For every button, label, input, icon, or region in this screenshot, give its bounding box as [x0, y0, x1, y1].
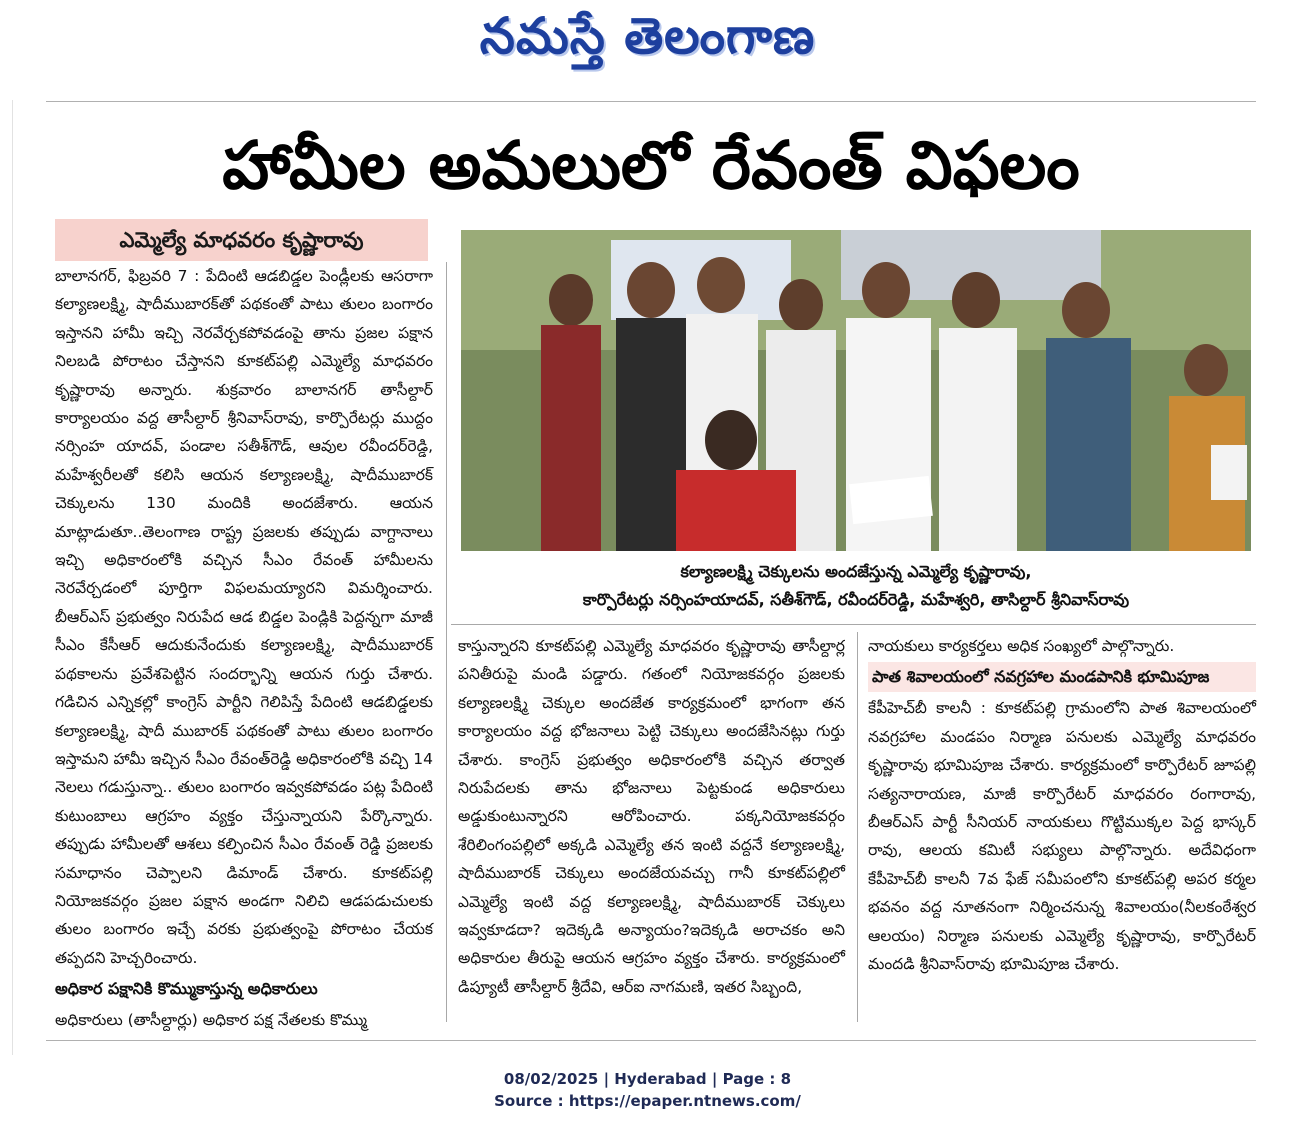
photo-caption	[461, 558, 1251, 618]
article-paragraph-1: బాలానగర్, ఫిబ్రవరి 7 : పేదింటి ఆడబిడ్డల పెండ్లీలకు ఆసరాగా కల్యాణలక్ష్మి, షాదీముబారక్‌తో పథకంతో పాటు తులం బంగారం ఇస్తానని హామీ ఇచ్చి నెరవేర్చకపోవడంపై తాను ప్రజల పక్షాన నిలబడి పోరాటం చేస్తానని కూకట్‌పల్లి ఎమ్మెల్యే మాధవరం కృష్ణారావు అన్నారు. శుక్రవారం బాలానగర్ తాసీల్దార్ కార్యాలయం వద్ద తాసీల్దార్ శ్రీనివాస్‌రావు, కార్పొరేటర్లు ముద్దం నర్సింహ యాదవ్, పండాల సతీశ్‌గౌడ్, ఆవుల రవీందర్‌రెడ్డి, మహేశ్వరీలతో కలిసి ఆయన కల్యాణలక్ష్మి, షాదీముబారక్ చెక్కులను 130 మందికి అందజేశారు. ఆయన మాట్లాడుతూ..తెలంగాణ రాష్ట్ర ప్రజలకు తప్పుడు వాగ్దానాలు ఇచ్చి అధికారంలోకి వచ్చిన సీఎం రేవంత్ హామీలను నెరవేర్చడంలో పూర్తిగా విఫలమయ్యారని విమర్శించారు. బీఆర్‌ఎస్ ప్రభుత్వం నిరుపేద ఆడ బిడ్డల పెండ్లికి పెద్దన్నగా మాజీ సీఎం కేసీఆర్ ఆదుకునేందుకు కల్యాణలక్ష్మి, షాదీముబారక్ పథకాలను ప్రవేశపెట్టిన సందర్భాన్ని ఆయన గుర్తు చేశారు. గడిచిన ఎన్నికల్లో కాంగ్రెస్ పార్టీని గెలిపిస్తే పేదింటి ఆడబిడ్డలకు కల్యాణలక్ష్మి, షాదీ ముబారక్ పథకంతో పాటు తులం బంగారం ఇస్తామని హామీ ఇచ్చిన సీఎం రేవంత్‌రెడ్డి అధికారంలోకి వచ్చి 14 నెలలు గడుస్తున్నా.. తులం బంగారం ఇవ్వకపోవడం పట్ల పేదింటి కుటుంబాలు ఆగ్రహం వ్యక్తం చేస్తున్నాయని పేర్కొన్నారు. తప్పుడు హామీలతో ఆశలు కల్పించిన సీఎం రేవంత్ రెడ్డి ప్రజలకు సమాధానం చెప్పాలని డిమాండ్ చేశారు. కూకట్‌పల్లి నియోజకవర్గం ప్రజల పక్షాన అండగా నిలిచి ఆడపడుచులకు తులం బంగారం ఇచ్చే వరకు ప్రభుత్వంపై పోరాటం చేయక తప్పదని హెచ్చరించారు.	[55, 267, 433, 967]
side-rule	[12, 100, 13, 1055]
news-photo	[461, 230, 1251, 551]
subhead-temple: పాత శివాలయంలో నవగ్రహాల మండపానికి భూమిపూజ	[868, 662, 1256, 692]
headline: హామీల అమలులో రేవంత్ విఫలం	[222, 127, 1080, 204]
article-paragraph-1-tail: అధికారులు (తాసీల్దార్లు) అధికార పక్ష నేతలకు కొమ్ము	[55, 1011, 367, 1030]
column-divider-2	[857, 632, 858, 1022]
subhead-officials: అధికార పక్షానికి కొమ్ముకాస్తున్న అధికారులు	[55, 979, 318, 999]
top-rule	[46, 101, 1256, 102]
article-column-3	[868, 632, 1256, 978]
article-column-3-intro: నాయకులు కార్యకర్తలు అధిక సంఖ్యలో పాల్గొన్నారు.	[868, 637, 1175, 655]
footer-source-link[interactable]: Source : https://epaper.ntnews.com/	[494, 1092, 801, 1110]
photo-illustration	[461, 230, 1251, 551]
footer-dateline: 08/02/2025 | Hyderabad | Page : 8	[503, 1070, 792, 1088]
byline-banner: ఎమ్మెల్యే మాధవరం కృష్ణారావు	[55, 219, 428, 261]
footer	[0, 1068, 1295, 1112]
column-divider-1	[446, 262, 447, 1022]
bottom-rule	[46, 1040, 1256, 1041]
caption-divider	[451, 624, 1256, 625]
article-column-1	[55, 262, 433, 1035]
photo-caption-line-2: కార్పొరేటర్లు నర్సింహయాదవ్, సతీశ్‌గౌడ్, రవీందర్‌రెడ్డి, మహేశ్వరి, తాసిల్దార్ శ్రీనివాస్‌రావు	[582, 590, 1130, 609]
article-column-2	[458, 632, 845, 1001]
article-paragraph-3: కేపీహెచ్‌బీ కాలనీ : కూకట్‌పల్లి గ్రామంలోని పాత శివాలయంలో నవగ్రహాల మండపం నిర్మాణ పనులకు ఎమ్మెల్యే మాధవరం కృష్ణారావు భూమిపూజ చేశారు. కార్యక్రమంలో కార్పొరేటర్ జూపల్లి సత్యనారాయణ, మాజీ కార్పొరేటర్ మాధవరం రంగారావు, బీఆర్‌ఎస్ పార్టీ సీనియర్ నాయకులు గొట్టిముక్కల పెద్ద భాస్కర్ రావు, ఆలయ కమిటీ సభ్యులు పాల్గొన్నారు. అదేవిధంగా కేపీహెచ్‌బీ కాలనీ 7వ ఫేజ్ సమీపంలోని కూకట్‌పల్లి అపర కర్మల భవనం వద్ద నూతనంగా నిర్మించనున్న శివాలయం(నీలకంఠేశ్వర ఆలయం) నిర్మాణ పనులకు ఎమ్మెల్యే కృష్ణారావు, కార్పొరేటర్ మందడి శ్రీనివాస్‌రావు భూమిపూజ చేశారు.	[868, 699, 1256, 974]
article-paragraph-2: కాస్తున్నారని కూకట్‌పల్లి ఎమ్మెల్యే మాధవరం కృష్ణారావు తాసీల్దార్ల పనితీరుపై మండి పడ్డారు. గతంలో నియోజకవర్గం ప్రజలకు కల్యాణలక్ష్మి చెక్కుల అందజేత కార్యక్రమంలో భాగంగా తన కార్యాలయం వద్ద భోజనాలు పెట్టి చెక్కులు అందజేసినట్లు గుర్తు చేశారు. కాంగ్రెస్ ప్రభుత్వం అధికారంలోకి వచ్చిన తర్వాత నిరుపేదలకు తాను భోజనాలు పెట్టకుండ అధికారులు అడ్డుకుంటున్నారని ఆరోపించారు. పక్కనియోజకవర్గం శేరిలింగంపల్లిలో అక్కడి ఎమ్మెల్యే తన ఇంటి వద్దనే కల్యాణలక్ష్మి, షాదీముబారక్ చెక్కులు అందజేయవచ్చు గానీ కూకట్‌పల్లిలో ఎమ్మెల్యే ఇంటి వద్ద కల్యాణలక్ష్మి, షాదీముబారక్ చెక్కులు ఇవ్వకూడదా? ఇదెక్కడి అన్యాయం?ఇదెక్కడి అరాచకం అని అధికారుల తీరుపై ఆయన ఆగ్రహం వ్యక్తం చేశారు. కార్యక్రమంలో డిప్యూటీ తాసీల్దార్ శ్రీదేవి, ఆర్ఐ నాగమణి, ఇతర సిబ్బంది,	[458, 637, 845, 996]
masthead	[0, 0, 1295, 80]
masthead-logo-title: నమస్తే తెలంగాణ	[479, 6, 816, 65]
photo-caption-line-1: కల్యాణలక్ష్మి చెక్కులను అందజేస్తున్న ఎమ్మెల్యే కృష్ణారావు,	[680, 562, 1032, 581]
